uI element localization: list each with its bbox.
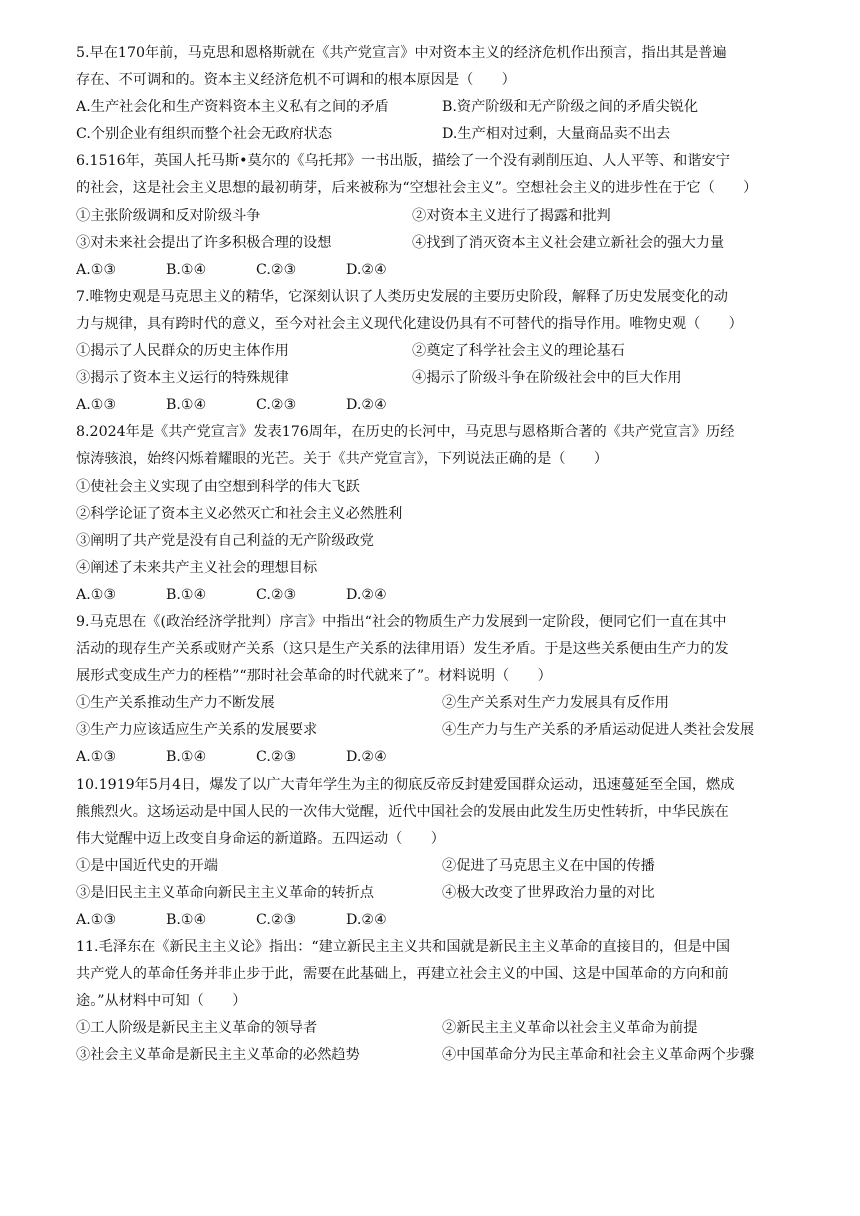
q9-option-3: ③生产力应该适应生产关系的发展要求 [76,722,318,739]
q7-answers [76,392,796,419]
q8-option-3: ③阐明了共产党是没有自己利益的无产阶级政党 [76,532,374,549]
q10-options-row-1 [76,853,796,880]
q8-stem-line-1: 8.2024年是《共产党宣言》发表176周年，在历史的长河中，马克思与恩格斯合著的《共产党宣言》历经 [76,424,735,441]
question-list [76,40,796,1070]
q7-answer-a: A.①③ [76,397,117,414]
q5-option-d: D.生产相对过剩，大量商品卖不出去 [442,126,671,143]
q11-stem-line-3: 途。”从材料中可知（ ） [76,993,247,1010]
q7-answer-b: B.①④ [166,397,207,414]
q7-options-row-2 [76,365,796,392]
q6-option-1: ①主张阶级调和反对阶级斗争 [76,207,261,224]
q10-answer-b: B.①④ [166,912,207,928]
q10-answer-c: C.②③ [256,912,297,928]
q8-answers [76,582,796,609]
q11-option-1: ①工人阶级是新民主主义革命的领导者 [76,1020,318,1037]
q6-options-row-2 [76,230,796,257]
q6-option-3: ③对未来社会提出了许多积极合理的设想 [76,234,332,251]
q9-stem-line-1: 9.马克思在《(政治经济学批判）序言》中指出“社会的物质生产力发展到一定阶段，便同它们一直在其中 [76,613,727,630]
q7-stem-line-2: 力与规律，具有跨时代的意义，至今对社会主义现代化建设仍具有不可替代的指导作用。唯物史观（ ） [76,315,743,332]
q8-answer-c: C.②③ [256,586,297,603]
q10-options-row-2 [76,880,796,907]
q9-option-1: ①生产关系推动生产力不断发展 [76,695,275,712]
q11-option-3: ③社会主义革命是新民主主义革命的必然趋势 [76,1047,360,1064]
q11-option-2: ②新民主主义革命以社会主义革命为前提 [442,1020,698,1037]
q9-stem-line-3: 展形式变成生产力的桎梏”“那时社会革命的时代就来了”。材料说明（ ） [76,668,552,685]
q6-options-row-1 [76,203,796,230]
q9-answer-d: D.②④ [346,749,387,766]
q6-stem-line-1: 6.1516年，英国人托马斯•莫尔的《乌托邦》一书出版，描绘了一个没有剥削压迫、人人平等、和谐安宁 [76,153,730,170]
q7-options-row-1 [76,338,796,365]
q9-answer-b: B.①④ [166,749,207,766]
q10-stem-line-3: 伟大觉醒中迈上改变自身命运的新道路。五四运动（ ） [76,830,445,847]
q7-stem-line-1: 7.唯物史观是马克思主义的精华，它深刻认识了人类历史发展的主要历史阶段，解释了历史发展变化的动 [76,288,728,305]
q7-option-4: ④揭示了阶级斗争在阶级社会中的巨大作用 [412,370,682,387]
q9-answer-a: A.①③ [76,749,117,766]
q6-answer-c: C.②③ [256,261,297,278]
q10-answer-a: A.①③ [76,912,117,928]
q11-stem-line-1: 11.毛泽东在《新民主主义论》指出：“建立新民主主义共和国就是新民主主义革命的直接目的，但是中国 [76,939,731,956]
q6-stem-line-2: 的社会，这是社会主义思想的最初萌芽，后来被称为“空想社会主义”。空想社会主义的进步性在于它（ ） [76,180,758,197]
q7-option-3: ③揭示了资本主义运行的特殊规律 [76,370,289,387]
q10-option-1: ①是中国近代史的开端 [76,857,218,874]
q10-option-3: ③是旧民主主义革命向新民主主义革命的转折点 [76,884,374,901]
q11-options-row-2 [76,1042,796,1069]
q8-option-4: ④阐述了未来共产主义社会的理想目标 [76,559,318,576]
q5-stem-line-1: 5.早在170年前，马克思和恩格斯就在《共产党宣言》中对资本主义的经济危机作出预言，指出其是普遍 [76,45,727,61]
q5-option-c: C.个别企业有组织而整个社会无政府状态 [76,126,333,143]
q5-option-a: A.生产社会化和生产资料资本主义私有之间的矛盾 [76,99,389,116]
q9-answer-c: C.②③ [256,749,297,766]
q5-options-row-1 [76,94,796,121]
q9-options-row-1 [76,690,796,717]
q5-options-row-2 [76,121,796,148]
q6-option-2: ②对资本主义进行了揭露和批判 [412,207,611,224]
q10-answers [76,907,796,934]
q5-option-b: B.资产阶级和无产阶级之间的矛盾尖锐化 [442,99,699,116]
q8-stem-line-2: 惊涛骇浪，始终闪烁着耀眼的光芒。关于《共产党宣言》，下列说法正确的是（ ） [76,451,609,468]
q11-stem-line-2: 共产党人的革命任务并非止步于此，需要在此基础上，再建立社会主义的中国、这是中国革命的方向和前 [76,966,729,983]
q8-answer-a: A.①③ [76,586,117,603]
q6-answer-b: B.①④ [166,261,207,278]
q11-options-row-1 [76,1015,796,1042]
q9-stem-line-2: 活动的现存生产关系或财产关系（这只是生产关系的法律用语）发生矛盾。于是这些关系便由生产力的发 [76,641,729,658]
q7-answer-d: D.②④ [346,397,387,414]
q9-answers [76,744,796,771]
q7-option-1: ①揭示了人民群众的历史主体作用 [76,343,289,360]
q8-option-1: ①使社会主义实现了由空想到科学的伟大飞跃 [76,478,360,495]
q10-option-2: ②促进了马克思主义在中国的传播 [442,857,655,874]
q6-option-4: ④找到了消灭资本主义社会建立新社会的强大力量 [412,234,725,251]
q8-answer-b: B.①④ [166,586,207,603]
q8-option-2: ②科学论证了资本主义必然灭亡和社会主义必然胜利 [76,505,403,522]
q10-option-4: ④极大改变了世界政治力量的对比 [442,884,655,901]
q7-answer-c: C.②③ [256,397,297,414]
q7-option-2: ②奠定了科学社会主义的理论基石 [412,343,625,360]
q8-answer-d: D.②④ [346,586,387,603]
q6-answer-a: A.①③ [76,261,117,278]
q5-stem-line-2: 存在、不可调和的。资本主义经济危机不可调和的根本原因是（ ） [76,72,516,89]
q9-option-2: ②生产关系对生产力发展具有反作用 [442,695,670,712]
q10-stem-line-1: 10.1919年5月4日，爆发了以广大青年学生为主的彻底反帝反封建爱国群众运动，迅速蔓延至全国，燃成 [76,776,735,793]
q10-answer-d: D.②④ [346,912,387,928]
q11-option-4: ④中国革命分为民主革命和社会主义革命两个步骤 [442,1047,755,1064]
q6-answers [76,257,796,284]
q6-answer-d: D.②④ [346,261,387,278]
q10-stem-line-2: 熊熊烈火。这场运动是中国人民的一次伟大觉醒，近代中国社会的发展由此发生历史性转折，中华民族在 [76,803,729,820]
q9-options-row-2 [76,717,796,744]
q9-option-4: ④生产力与生产关系的矛盾运动促进人类社会发展 [442,722,755,739]
